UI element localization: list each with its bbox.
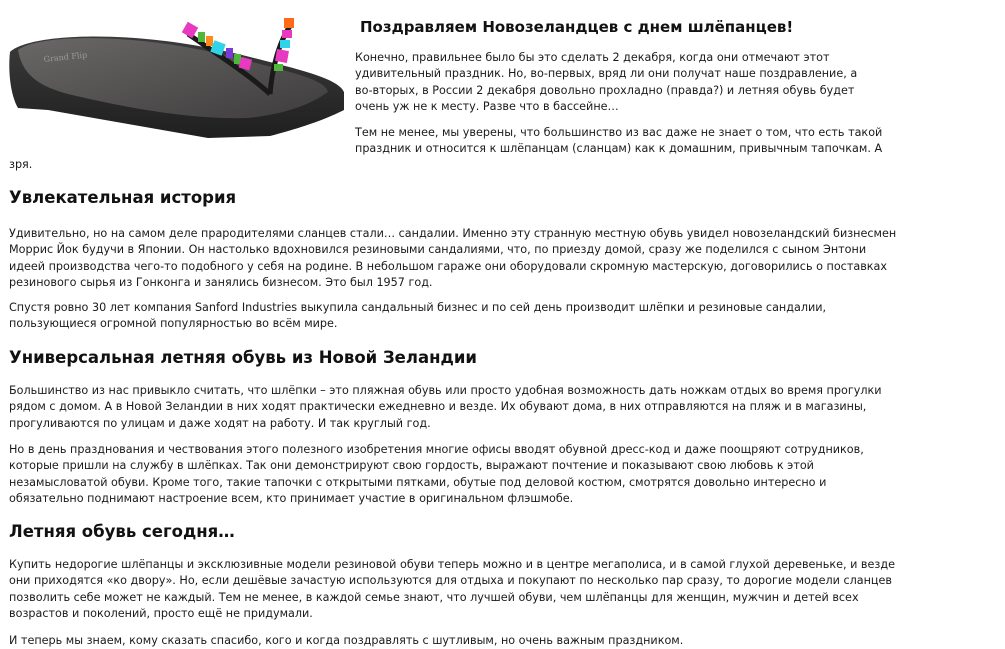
intro-paragraph-2-tail: зря. (9, 158, 33, 171)
section-heading-today: Летняя обувь сегодня… (9, 522, 235, 541)
section-heading-universal: Универсальная летняя обувь из Новой Зеландии (9, 348, 477, 367)
article-title: Поздравляем Новозеландцев с днем шлёпанцев! (360, 18, 794, 36)
section-today-paragraph-1: Купить недорогие шлёпанцы и эксклюзивные модели резиновой обуви теперь можно и в центре мегаполиса, и в самой глухой деревеньке, и везде они приходятся «ко двору». Но, если дешёвые зачастую используются для отдыха и покупают по несколько пар сразу, то дорогие модели сланцев позволить себе может не каждый. Тем не менее, в каждой семье знают, что лучшей обуви, чем шлёпанцы для женщин, мужчин и детей всех возрастов и поколений, просто ещё не придумали. (9, 558, 895, 621)
section-history-paragraph-1: Удивительно, но на самом деле прародителями сланцев стали… сандалии. Именно эту странную местную обувь увидел новозеландский бизнесмен Моррис Йок будучи в Японии. Он настолько вдохновился резиновыми сандалиями, что, по приезду домой, сразу же поделился с сыном Энтони идеей производства чего-то подобного у себя на родине. В небольшом гараже они оборудовали скромную мастерскую, договорились о поставках резинового сырья из Гонконга и занялись бизнесом. Это был 1957 год. (9, 227, 897, 290)
section-universal-paragraph-2: Но в день празднования и чествования этого полезного изобретения многие офисы вводят обувной дресс-код и даже поощряют сотрудников, которые пришли на службу в шлёпках. Так они демонстрируют свою гордость, выражают почтение и показывают свою любовь к этой незамысловатой обуви. Кроме того, такие тапочки с открытыми пятками, обутые под деловой костюм, смотрятся довольно интересно и обязательно поднимают настроение всем, кто принимает участие в оригинальном флэшмобе. (9, 443, 864, 506)
section-today-paragraph-2: И теперь мы знаем, кому сказать спасибо, кого и когда поздравлять с шутливым, но очень важным праздником. (9, 634, 684, 647)
intro-paragraph-2: Тем не менее, мы уверены, что большинство из вас даже не знает о том, что есть такой праздник и относится к шлёпанцам (сланцам) как к домашним, привычным тапочкам. А (355, 126, 883, 156)
flip-flop-image (8, 14, 346, 148)
section-universal-paragraph-1: Большинство из нас привыкло считать, что шлёпки – это пляжная обувь или просто удобная возможность дать ножкам отдых во время прогулки рядом с домом. А в Новой Зеландии в них ходят практически ежедневно и везде. Их обувают дома, в них отправляются на пляж и в магазины, прогуливаются по улицам и даже ходят на работу. И так круглый год. (9, 384, 882, 430)
section-heading-history: Увлекательная история (9, 188, 237, 207)
intro-paragraph-1: Конечно, правильнее было бы это сделать 2 декабря, когда они отмечают этот удивительный праздник. Но, во-первых, вряд ли они получат наше поздравление, а во-вторых, в России 2 декабря довольно прохладно (правда?) и летняя обувь будет очень уж не к месту. Разве что в бассейне… (355, 51, 858, 114)
svg-text:Grand Flip: Grand Flip (43, 50, 88, 64)
section-history-paragraph-2: Спустя ровно 30 лет компания Sanford Industries выкупила сандальный бизнес и по сей день производит шлёпки и резиновые сандалии, пользующиеся огромной популярностью во всём мире. (9, 301, 827, 331)
